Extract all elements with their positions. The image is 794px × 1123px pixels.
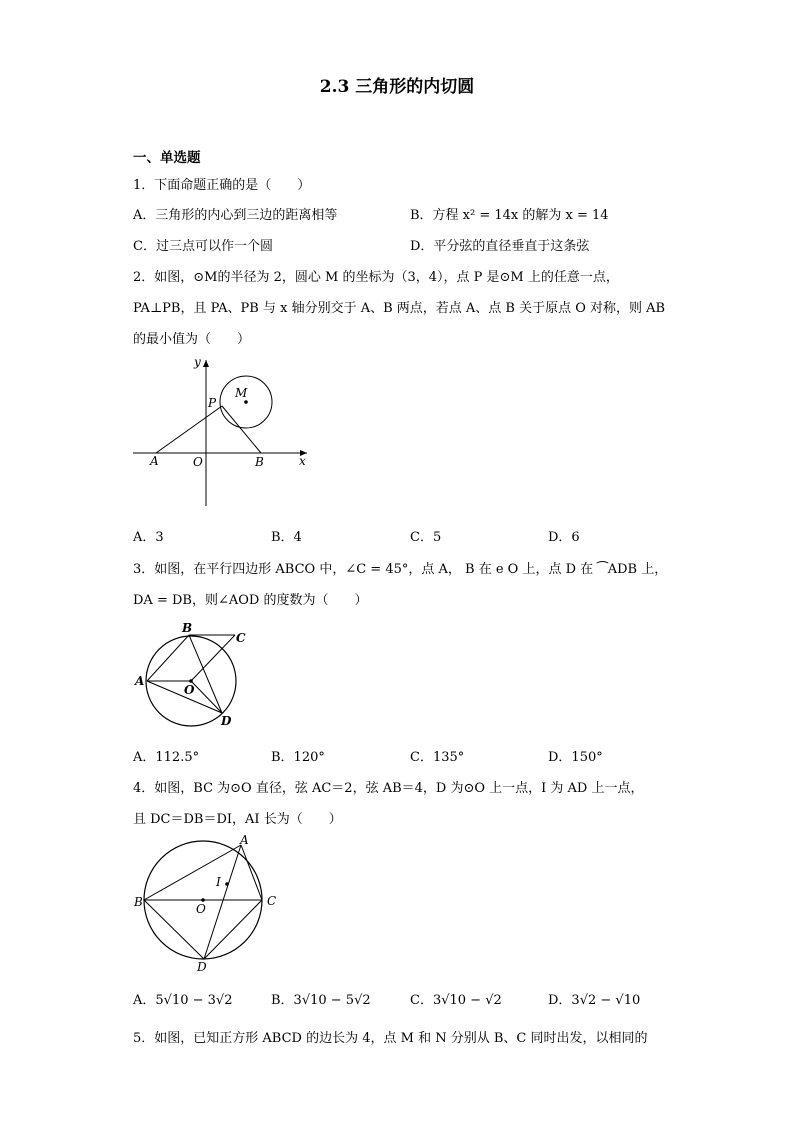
label-c: C <box>236 631 246 645</box>
y-axis-arrow <box>203 360 209 367</box>
q1-option-b: B．方程 x² = 14x 的解为 x = 14 <box>410 208 609 223</box>
q3-option-d: D．150° <box>548 750 603 765</box>
q3-option-a: A．112.5° <box>133 750 200 765</box>
q1-option-d: D．平分弦的直径垂直于这条弦 <box>410 239 590 254</box>
label-d: D <box>197 960 207 974</box>
section-heading: 一、单选题 <box>133 150 201 166</box>
point-i-dot <box>225 882 229 886</box>
q2-option-a: A．3 <box>133 530 164 545</box>
label-o: O <box>193 455 203 469</box>
q1-stem: 1．下面命题正确的是（ ） <box>133 178 311 193</box>
chord-bd <box>144 900 204 959</box>
q4-figure <box>130 832 290 977</box>
label-d: D <box>221 714 232 728</box>
q3-option-b: B．120° <box>271 750 325 765</box>
q4-option-d: D．3√2 − √10 <box>548 993 641 1008</box>
label-o: O <box>184 683 195 697</box>
center-m-dot <box>244 400 248 404</box>
q5-stem-line1: 5．如图，已知正方形 ABCD 的边长为 4，点 M 和 N 分别从 B、C 同时出发，以相同的 <box>133 1031 648 1046</box>
q3-option-c: C．135° <box>410 750 465 765</box>
segment-pa <box>156 406 222 453</box>
q4-option-b: B．3√10 − 5√2 <box>271 993 371 1008</box>
label-b: B <box>134 895 143 909</box>
q2-option-b: B．4 <box>271 530 302 545</box>
segment-pb <box>222 406 261 453</box>
label-b: B <box>255 455 264 469</box>
segment-od <box>191 681 222 713</box>
q4-stem-line2: 且 DC＝DB＝DI，AI 长为（ ） <box>133 812 342 827</box>
q4-option-c: C．3√10 − √2 <box>410 993 502 1008</box>
label-a: A <box>135 674 145 688</box>
label-b: B <box>182 621 193 635</box>
q2-stem-line3: 的最小值为（ ） <box>133 332 251 347</box>
label-x: x <box>299 454 306 468</box>
q3-figure <box>130 615 260 730</box>
q1-option-c: C．过三点可以作一个圆 <box>133 239 273 254</box>
q2-option-c: C．5 <box>410 530 442 545</box>
label-i: I <box>216 875 221 889</box>
q2-stem-line1: 2．如图，⊙M的半径为 2，圆心 M 的坐标为（3，4），点 P 是⊙M 上的任意一点， <box>133 270 619 285</box>
q1-option-a: A．三角形的内心到三边的距离相等 <box>133 208 338 223</box>
q2-figure <box>125 352 315 512</box>
page-title: 2.3 三角形的内切圆 <box>319 77 475 97</box>
q3-stem-line2: DA = DB，则∠AOD 的度数为（ ） <box>133 593 368 608</box>
q4-option-a: A．5√10 − 3√2 <box>133 993 233 1008</box>
segment-ad <box>204 845 241 959</box>
q2-option-d: D．6 <box>548 530 580 545</box>
q3-stem-line1: 3．如图，在平行四边形 ABCO 中，∠C = 45°，点 A， B 在 e O 上，点 D 在 ⁀ADB 上， <box>133 562 668 577</box>
label-c: C <box>267 894 277 908</box>
q2-stem-line2: PA⊥PB，且 PA、PB 与 x 轴分别交于 A、B 两点，若点 A、点 B 关于原点 O 对称，则 AB <box>133 301 666 316</box>
chord-ab <box>144 845 241 900</box>
label-a: A <box>150 454 159 468</box>
label-y: y <box>194 355 201 369</box>
label-p: P <box>208 396 217 410</box>
q4-stem-line1: 4．如图，BC 为⊙O 直径，弦 AC＝2，弦 AB＝4，D 为⊙O 上一点，I 为 AD 上一点， <box>133 781 644 796</box>
label-a: A <box>240 833 249 847</box>
label-m: M <box>235 386 248 400</box>
chord-ac <box>241 845 262 900</box>
label-o: O <box>196 902 206 916</box>
